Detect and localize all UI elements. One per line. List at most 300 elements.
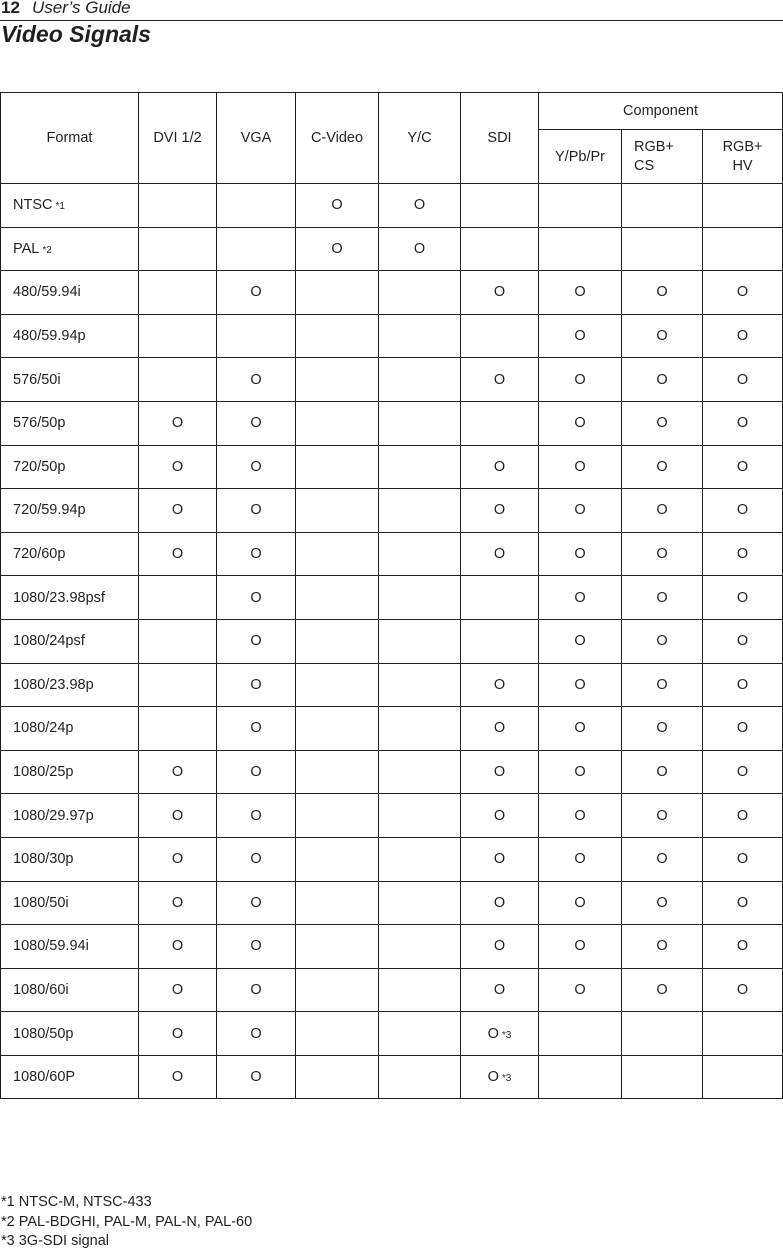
sdi-support-mark: O — [493, 546, 506, 563]
rgbhv-support-cell — [703, 837, 783, 881]
dvi-support-cell — [139, 619, 217, 663]
yc-support-cell — [379, 532, 461, 576]
vga-support-cell — [217, 619, 296, 663]
ypbpr-support-cell — [539, 314, 622, 358]
rgbcs-support-cell — [622, 968, 703, 1012]
rgbhv-support-cell — [703, 968, 783, 1012]
ypbpr-support-mark: O — [574, 938, 586, 955]
vga-support-mark: O — [250, 284, 262, 301]
sdi-support-mark: O — [493, 371, 506, 388]
rgbcs-support-cell — [622, 489, 703, 533]
format-label: 1080/60P — [13, 1069, 76, 1086]
table-row — [1, 1055, 783, 1099]
format-label: 1080/29.97p — [13, 807, 94, 824]
vga-support-cell — [217, 1012, 296, 1056]
cvideo-support-cell — [296, 968, 379, 1012]
dvi-support-cell — [139, 794, 217, 838]
ypbpr-support-mark: O — [574, 720, 586, 737]
footnote-2: *2 PAL-BDGHI, PAL-M, PAL-N, PAL-60 — [1, 1213, 253, 1230]
rgbcs-support-mark: O — [656, 589, 668, 606]
sdi-support-cell — [461, 837, 539, 881]
format-label: 1080/24psf — [13, 633, 85, 650]
format-cell — [1, 184, 139, 228]
header-rgb-hv — [703, 130, 783, 184]
vga-support-mark: O — [250, 807, 262, 824]
sdi-support-cell — [461, 489, 539, 533]
ypbpr-support-cell — [539, 358, 622, 402]
format-cell — [1, 532, 139, 576]
dvi-support-mark: O — [171, 981, 184, 998]
rgbhv-support-mark: O — [736, 938, 749, 955]
rgbcs-support-cell — [622, 314, 703, 358]
format-cell — [1, 1012, 139, 1056]
format-cell — [1, 968, 139, 1012]
format-cell — [1, 401, 139, 445]
dvi-support-mark: O — [171, 1025, 184, 1042]
rgbcs-support-mark: O — [656, 720, 668, 737]
sdi-support-cell — [461, 532, 539, 576]
vga-support-cell — [217, 925, 296, 969]
vga-support-cell — [217, 227, 296, 271]
ypbpr-support-cell — [539, 968, 622, 1012]
ypbpr-support-cell — [539, 750, 622, 794]
sdi-support-mark: O — [487, 1025, 499, 1042]
sdi-support-mark: O — [493, 981, 506, 998]
dvi-support-cell — [139, 401, 217, 445]
page-number: 12 — [1, 0, 20, 17]
ypbpr-support-cell — [539, 925, 622, 969]
sdi-footnote-ref: *3 — [501, 1073, 512, 1085]
format-label: 480/59.94i — [13, 284, 81, 301]
ypbpr-support-mark: O — [574, 284, 586, 301]
vga-support-cell — [217, 401, 296, 445]
cvideo-support-cell — [296, 1055, 379, 1099]
format-label: 1080/59.94i — [13, 938, 89, 955]
format-cell — [1, 750, 139, 794]
sdi-support-cell — [461, 358, 539, 402]
section-title: Video Signals — [1, 21, 151, 47]
dvi-support-cell — [139, 881, 217, 925]
format-cell — [1, 445, 139, 489]
rgbhv-support-mark: O — [736, 981, 749, 998]
vga-support-mark: O — [250, 1069, 262, 1086]
format-footnote-ref: *2 — [42, 244, 52, 256]
ypbpr-support-cell — [539, 881, 622, 925]
vga-support-mark: O — [250, 458, 262, 475]
sdi-support-cell — [461, 271, 539, 315]
rgbhv-support-cell — [703, 663, 783, 707]
ypbpr-support-cell — [539, 184, 622, 228]
footnote-3: *3 3G-SDI signal — [1, 1233, 109, 1249]
yc-support-cell — [379, 968, 461, 1012]
rgbcs-support-cell — [622, 925, 703, 969]
dvi-support-mark: O — [171, 807, 184, 824]
sdi-support-cell — [461, 184, 539, 228]
rgbcs-support-mark: O — [656, 415, 668, 432]
table-row — [1, 445, 783, 489]
ypbpr-support-mark: O — [574, 546, 586, 563]
ypbpr-support-cell — [539, 837, 622, 881]
dvi-support-mark: O — [171, 764, 184, 781]
rgbcs-support-cell — [622, 750, 703, 794]
footnotes — [1, 1193, 252, 1252]
rgbcs-support-mark: O — [656, 764, 668, 781]
dvi-support-cell — [139, 925, 217, 969]
table-row — [1, 750, 783, 794]
vga-support-mark: O — [250, 1025, 262, 1042]
format-cell — [1, 1055, 139, 1099]
yc-support-cell — [379, 1012, 461, 1056]
dvi-support-cell — [139, 707, 217, 751]
cvideo-support-cell — [296, 271, 379, 315]
yc-support-cell — [379, 401, 461, 445]
table-row — [1, 227, 783, 271]
yc-support-cell — [379, 1055, 461, 1099]
dvi-support-cell — [139, 489, 217, 533]
format-cell — [1, 576, 139, 620]
yc-support-mark: O — [413, 197, 426, 214]
vga-support-cell — [217, 314, 296, 358]
format-cell — [1, 707, 139, 751]
dvi-support-mark: O — [171, 458, 184, 475]
header-rgb-cs-line2: CS — [634, 157, 655, 174]
rgbhv-support-cell — [703, 401, 783, 445]
table-row — [1, 968, 783, 1012]
format-label: NTSC — [13, 197, 53, 214]
cvideo-support-mark: O — [331, 197, 343, 214]
ypbpr-support-cell — [539, 1012, 622, 1056]
ypbpr-support-cell — [539, 663, 622, 707]
ypbpr-support-mark: O — [574, 502, 586, 519]
cvideo-support-cell — [296, 1012, 379, 1056]
dvi-support-cell — [139, 968, 217, 1012]
cvideo-support-cell — [296, 576, 379, 620]
rgbhv-support-mark: O — [736, 546, 749, 563]
rgbhv-support-mark: O — [736, 415, 749, 432]
format-label: 1080/23.98psf — [13, 589, 105, 606]
rgbhv-support-cell — [703, 184, 783, 228]
vga-support-cell — [217, 184, 296, 228]
vga-support-mark: O — [250, 720, 262, 737]
yc-support-cell — [379, 184, 461, 228]
rgbhv-support-mark: O — [736, 676, 749, 693]
sdi-support-mark: O — [493, 938, 506, 955]
sdi-support-cell — [461, 881, 539, 925]
sdi-support-cell — [461, 445, 539, 489]
dvi-support-mark: O — [171, 415, 184, 432]
video-signals-table — [0, 92, 783, 1099]
format-label: 1080/50p — [13, 1025, 74, 1042]
format-cell — [1, 837, 139, 881]
yc-support-cell — [379, 794, 461, 838]
vga-support-cell — [217, 663, 296, 707]
dvi-support-cell — [139, 314, 217, 358]
vga-support-mark: O — [250, 546, 262, 563]
rgbhv-support-mark: O — [736, 633, 749, 650]
rgbhv-support-mark: O — [736, 764, 749, 781]
vga-support-mark: O — [250, 894, 262, 911]
rgbcs-support-mark: O — [656, 981, 668, 998]
rgbhv-support-cell — [703, 576, 783, 620]
rgbhv-support-mark: O — [736, 502, 749, 519]
vga-support-cell — [217, 794, 296, 838]
ypbpr-support-mark: O — [574, 328, 586, 345]
vga-support-cell — [217, 532, 296, 576]
sdi-support-mark: O — [493, 284, 506, 301]
format-label: 576/50p — [13, 415, 66, 432]
cvideo-support-cell — [296, 445, 379, 489]
rgbhv-support-mark: O — [736, 894, 749, 911]
header-cvideo: C-Video — [296, 93, 379, 184]
cvideo-support-cell — [296, 750, 379, 794]
rgbcs-support-mark: O — [656, 328, 668, 345]
dvi-support-cell — [139, 1012, 217, 1056]
format-cell — [1, 663, 139, 707]
yc-support-cell — [379, 445, 461, 489]
yc-support-cell — [379, 271, 461, 315]
dvi-support-cell — [139, 184, 217, 228]
rgbhv-support-cell — [703, 619, 783, 663]
sdi-support-cell — [461, 576, 539, 620]
ypbpr-support-mark: O — [574, 589, 586, 606]
yc-support-cell — [379, 314, 461, 358]
table-row — [1, 532, 783, 576]
sdi-support-cell — [461, 1055, 539, 1099]
rgbhv-support-mark: O — [736, 284, 749, 301]
cvideo-support-cell — [296, 314, 379, 358]
sdi-support-mark: O — [493, 676, 506, 693]
rgbcs-support-mark: O — [656, 371, 668, 388]
header-rgb-cs-line1: RGB+ — [634, 138, 674, 155]
ypbpr-support-cell — [539, 707, 622, 751]
ypbpr-support-mark: O — [574, 807, 586, 824]
rgbhv-support-cell — [703, 358, 783, 402]
format-label: 1080/25p — [13, 764, 74, 781]
format-cell — [1, 314, 139, 358]
yc-support-cell — [379, 358, 461, 402]
cvideo-support-cell — [296, 184, 379, 228]
sdi-support-mark: O — [493, 807, 506, 824]
header-rgb-hv-line1: RGB+ — [722, 138, 763, 155]
rgbcs-support-mark: O — [656, 458, 668, 475]
ypbpr-support-mark: O — [574, 851, 586, 868]
vga-support-cell — [217, 358, 296, 402]
table-row — [1, 401, 783, 445]
yc-support-cell — [379, 707, 461, 751]
table-row — [1, 663, 783, 707]
yc-support-cell — [379, 750, 461, 794]
ypbpr-support-cell — [539, 445, 622, 489]
yc-support-cell — [379, 925, 461, 969]
rgbhv-support-cell — [703, 1012, 783, 1056]
format-label: 1080/30p — [13, 851, 74, 868]
vga-support-mark: O — [250, 589, 262, 606]
ypbpr-support-cell — [539, 401, 622, 445]
rgbhv-support-cell — [703, 489, 783, 533]
vga-support-mark: O — [250, 938, 262, 955]
rgbhv-support-mark: O — [736, 458, 749, 475]
header-component: Component — [539, 93, 783, 130]
format-label: 1080/24p — [13, 720, 74, 737]
sdi-footnote-ref: *3 — [501, 1029, 512, 1041]
table-row — [1, 619, 783, 663]
dvi-support-cell — [139, 445, 217, 489]
vga-support-mark: O — [250, 981, 262, 998]
rgbcs-support-cell — [622, 576, 703, 620]
rgbcs-support-cell — [622, 663, 703, 707]
rgbcs-support-mark: O — [656, 284, 668, 301]
table-row — [1, 184, 783, 228]
rgbcs-support-cell — [622, 271, 703, 315]
format-label: 720/50p — [13, 458, 66, 475]
rgbcs-support-mark: O — [656, 938, 668, 955]
dvi-support-mark: O — [171, 894, 184, 911]
rgbcs-support-cell — [622, 837, 703, 881]
format-cell — [1, 227, 139, 271]
dvi-support-cell — [139, 227, 217, 271]
cvideo-support-cell — [296, 619, 379, 663]
sdi-support-cell — [461, 925, 539, 969]
table-row — [1, 837, 783, 881]
format-cell — [1, 925, 139, 969]
rgbcs-support-mark: O — [656, 502, 668, 519]
cvideo-support-cell — [296, 489, 379, 533]
rgbhv-support-mark: O — [736, 589, 749, 606]
page-header — [0, 0, 783, 21]
header-sdi: SDI — [461, 93, 539, 184]
rgbcs-support-cell — [622, 532, 703, 576]
dvi-support-cell — [139, 837, 217, 881]
ypbpr-support-mark: O — [574, 458, 586, 475]
sdi-support-mark: O — [493, 851, 506, 868]
table-row — [1, 314, 783, 358]
rgbcs-support-cell — [622, 794, 703, 838]
vga-support-cell — [217, 445, 296, 489]
ypbpr-support-cell — [539, 576, 622, 620]
yc-support-mark: O — [413, 240, 426, 257]
sdi-support-cell — [461, 968, 539, 1012]
header-format: Format — [1, 93, 139, 184]
table-row — [1, 881, 783, 925]
cvideo-support-cell — [296, 881, 379, 925]
cvideo-support-cell — [296, 401, 379, 445]
sdi-support-mark: O — [493, 764, 506, 781]
rgbhv-support-mark: O — [736, 371, 749, 388]
ypbpr-support-mark: O — [574, 981, 586, 998]
table-row — [1, 925, 783, 969]
rgbcs-support-mark: O — [656, 546, 668, 563]
cvideo-support-cell — [296, 532, 379, 576]
dvi-support-cell — [139, 1055, 217, 1099]
sdi-support-cell — [461, 663, 539, 707]
ypbpr-support-cell — [539, 227, 622, 271]
cvideo-support-cell — [296, 663, 379, 707]
dvi-support-cell — [139, 750, 217, 794]
sdi-support-cell — [461, 619, 539, 663]
cvideo-support-cell — [296, 227, 379, 271]
rgbhv-support-cell — [703, 707, 783, 751]
rgbcs-support-cell — [622, 881, 703, 925]
yc-support-cell — [379, 576, 461, 620]
rgbhv-support-mark: O — [736, 807, 749, 824]
guide-title: User’s Guide — [32, 0, 131, 17]
header-ypbpr: Y/Pb/Pr — [539, 130, 622, 184]
vga-support-cell — [217, 968, 296, 1012]
rgbhv-support-mark: O — [736, 851, 749, 868]
ypbpr-support-mark: O — [574, 894, 586, 911]
format-label: 576/50i — [13, 371, 61, 388]
format-cell — [1, 271, 139, 315]
ypbpr-support-cell — [539, 532, 622, 576]
sdi-support-cell — [461, 794, 539, 838]
ypbpr-support-mark: O — [574, 415, 586, 432]
format-cell — [1, 358, 139, 402]
cvideo-support-cell — [296, 837, 379, 881]
yc-support-cell — [379, 837, 461, 881]
rgbcs-support-mark: O — [656, 807, 668, 824]
rgbhv-support-cell — [703, 532, 783, 576]
dvi-support-mark: O — [171, 546, 184, 563]
format-label: 720/60p — [13, 546, 66, 563]
sdi-support-mark: O — [493, 894, 506, 911]
rgbcs-support-cell — [622, 707, 703, 751]
dvi-support-cell — [139, 576, 217, 620]
dvi-support-cell — [139, 271, 217, 315]
ypbpr-support-cell — [539, 619, 622, 663]
format-cell — [1, 489, 139, 533]
cvideo-support-cell — [296, 925, 379, 969]
sdi-support-mark: O — [493, 458, 506, 475]
dvi-support-mark: O — [171, 851, 184, 868]
vga-support-mark: O — [250, 415, 262, 432]
rgbhv-support-cell — [703, 1055, 783, 1099]
ypbpr-support-mark: O — [574, 764, 586, 781]
dvi-support-mark: O — [171, 1069, 184, 1086]
sdi-support-mark: O — [493, 720, 506, 737]
rgbhv-support-cell — [703, 925, 783, 969]
rgbcs-support-mark: O — [656, 894, 668, 911]
table-row — [1, 794, 783, 838]
footnote-1: *1 NTSC-M, NTSC-433 — [1, 1194, 152, 1210]
sdi-support-cell — [461, 750, 539, 794]
rgbcs-support-cell — [622, 358, 703, 402]
header-dvi: DVI 1/2 — [139, 93, 217, 184]
sdi-support-cell — [461, 401, 539, 445]
cvideo-support-cell — [296, 794, 379, 838]
format-label: 1080/60i — [13, 981, 69, 998]
format-cell — [1, 881, 139, 925]
ypbpr-support-mark: O — [574, 633, 586, 650]
vga-support-cell — [217, 837, 296, 881]
rgbhv-support-cell — [703, 271, 783, 315]
format-label: 480/59.94p — [13, 328, 86, 345]
rgbhv-support-cell — [703, 314, 783, 358]
dvi-support-mark: O — [171, 938, 184, 955]
sdi-support-mark: O — [487, 1069, 499, 1086]
rgbcs-support-cell — [622, 445, 703, 489]
vga-support-mark: O — [250, 371, 262, 388]
rgbhv-support-cell — [703, 881, 783, 925]
rgbhv-support-mark: O — [736, 720, 749, 737]
table-row — [1, 576, 783, 620]
ypbpr-support-mark: O — [574, 371, 586, 388]
sdi-support-cell — [461, 227, 539, 271]
sdi-support-cell — [461, 314, 539, 358]
format-cell — [1, 794, 139, 838]
rgbcs-support-mark: O — [656, 851, 668, 868]
rgbcs-support-mark: O — [656, 633, 668, 650]
vga-support-cell — [217, 576, 296, 620]
